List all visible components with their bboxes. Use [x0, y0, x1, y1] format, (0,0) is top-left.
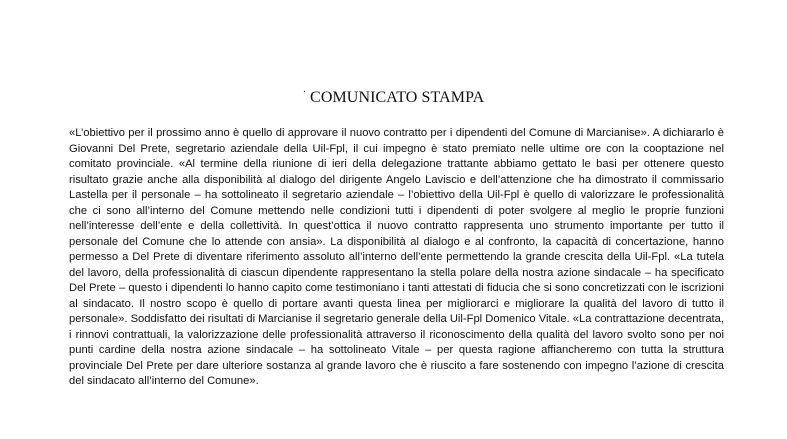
page-title: COMUNICATO STAMPA	[310, 89, 485, 106]
press-release-body: «L’obiettivo per il prossimo anno è quello di approvare il nuovo contratto per i dipendenti del Comune di Marcianise». A dichiararlo è Giovanni Del Prete, segretario aziendale della Uil-Fpl, il cui impegno è stato premiato nelle ultime ore con la cooptazione nel comitato provinciale. «Al termine della riunione di ieri della delegazione trattante abbiamo gettato le basi per ottenere questo risultato grazie anche alla disponibilità al dialogo del dirigente Angelo Laviscio e dell’attenzione che ha dimostrato il commissario Lastella per il personale – ha sottolineato il segretario aziendale – l’obiettivo della Uil-Fpl è quello di valorizzare le professionalità che ci sono all’interno del Comune mettendo nelle condizioni tutti i dipendenti di poter svolgere al meglio le proprie funzioni nell’interesse dell’ente e della collettività. In quest’ottica il nuovo contratto rappresenta uno strumento importante per tutto il personale del Comune che lo attende con ansia». La disponibilità al dialogo e al confronto, la capacità di concertazione, hanno permesso a Del Prete di diventare riferimento assoluto all’interno dell’ente permettendo la grande crescita della Uil-Fpl. «La tutela del lavoro, della professionalità di ciascun dipendente rappresentano la stella polare della nostra azione sindacale – ha specificato Del Prete – questo i dipendenti lo hanno capito come testimoniano i tanti attestati di fiducia che si sono concretizzati con le iscrizioni al sindacato. Il nostro scopo è quello di portare avanti questa linea per migliorarci e migliorare la qualità del lavoro di tutto il personale». Soddisfatto dei risultati di Marcianise il segretario generale della Uil-Fpl Domenico Vitale. «La contrattazione decentrata, i rinnovi contrattuali, la valorizzazione delle professionalità attraverso il riconoscimento della qualità del lavoro svolto sono per noi punti cardine della nostra azione sindacale – ha sottolineato Vitale – per questa ragione affiancheremo con tutta la struttura provinciale Del Prete per dare ulteriore sostanza al grande lavoro che è riuscito a fare sostenendo con impegno l’azione di crescita del sindacato all’interno del Comune».	[69, 127, 724, 387]
title-mark: ·	[302, 87, 307, 98]
title-block	[0, 89, 787, 107]
